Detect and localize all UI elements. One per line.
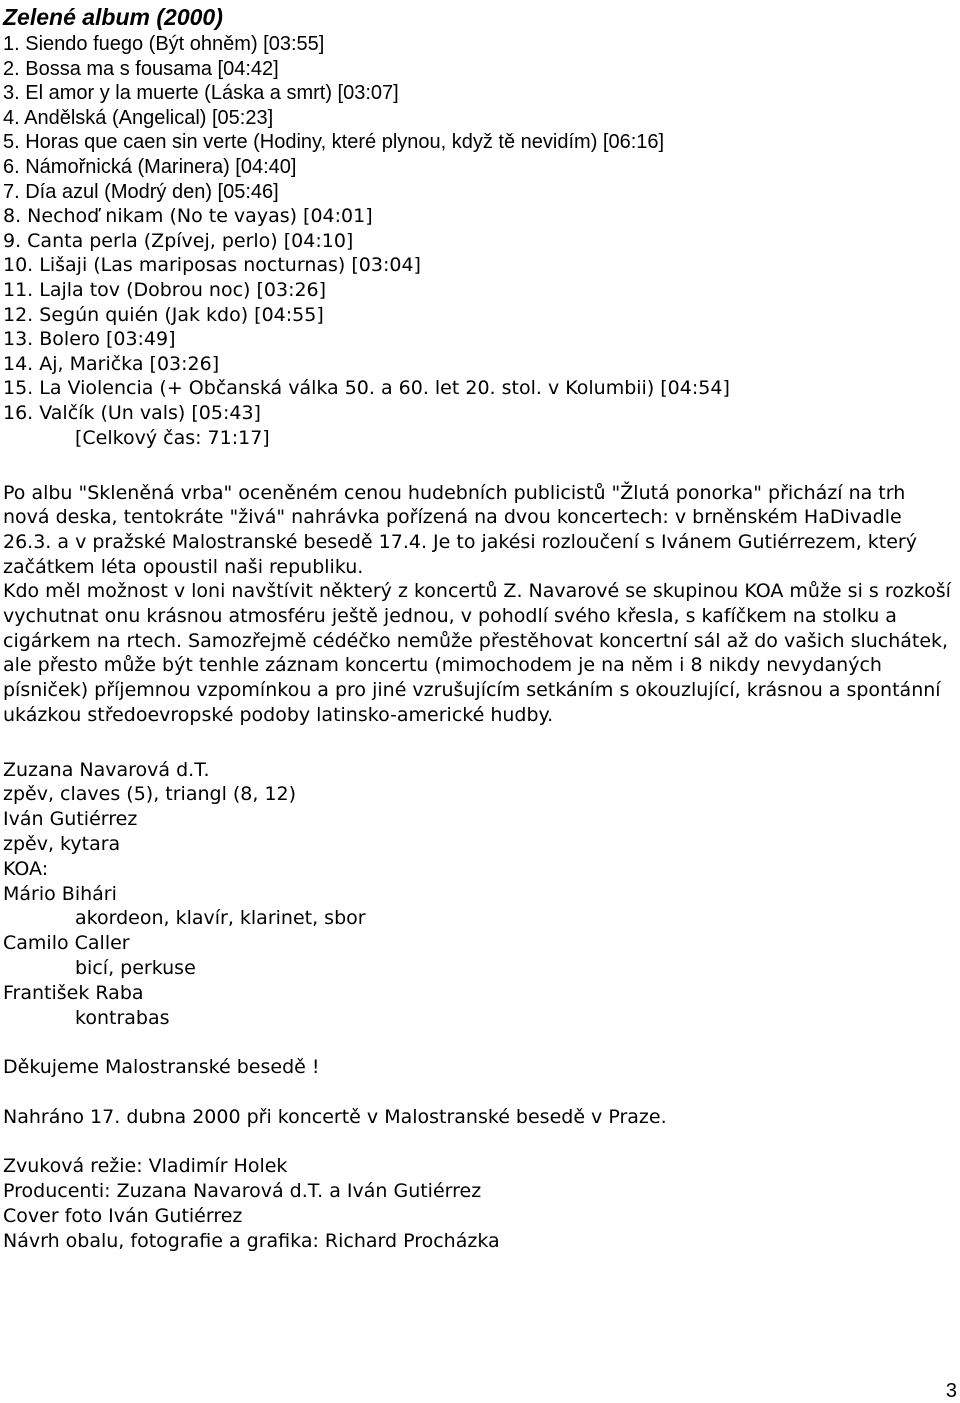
track-item: 1. Siendo fuego (Být ohněm) [03:55]: [3, 33, 325, 55]
credit-line: Mário Bihári: [3, 882, 117, 905]
album-title: Zelené album (2000): [3, 4, 223, 30]
production-line: Producenti: Zuzana Navarová d.T. a Iván Gutiérrez: [3, 1180, 482, 1203]
thanks-text: Děkujeme Malostranské besedě !: [3, 1056, 320, 1079]
track-item: 7. Día azul (Modrý den) [05:46]: [3, 180, 279, 203]
credit-line: KOA:: [3, 857, 49, 880]
album-description: [3, 481, 953, 728]
track-item: 12. Según quién (Jak kdo) [04:55]: [3, 303, 324, 326]
track-item: 16. Valčík (Un vals) [05:43]: [3, 401, 261, 424]
track-item: 8. Nechoď nikam (No te vayas) [04:01]: [3, 205, 373, 228]
credit-line: Camilo Caller: [3, 932, 130, 955]
production-line: Cover foto Iván Gutiérrez: [3, 1204, 243, 1227]
track-item: 2. Bossa ma s fousama [04:42]: [3, 57, 279, 80]
credit-line: akordeon, klavír, klarinet, sbor: [75, 907, 366, 930]
page-number: 3: [945, 1380, 957, 1402]
credit-line: kontrabas: [75, 1006, 170, 1029]
description-paragraph: Kdo měl možnost v loni navštívit některý z koncertů Z. Navarové se skupinou KOA může si s rozkoší vychutnat onu krásnou atmosféru ještě jednou, v pohodlí svého křesla, s kafíčkem na stolku a cigárkem na rtech. Samozřejmě cédéčko nemůže přestěhovat koncertní sál až do vašich sluchátek, ale přesto může být tenhle záznam koncertu (mimochodem je na něm i 8 nikdy nevydaných písniček) příjemnou vzpomínkou a pro jiné vzrušujícím setkáním s okouzlující, krásnou a spontánní ukázkou středoevropské podoby latinsko-americké hudby.: [3, 580, 951, 726]
recorded-text: Nahráno 17. dubna 2000 při koncertě v Malostranské besedě v Praze.: [3, 1105, 667, 1128]
document-page: [3, 0, 953, 1253]
credit-line: František Raba: [3, 981, 144, 1004]
credit-line: zpěv, claves (5), triangl (8, 12): [3, 783, 297, 806]
total-time: [Celkový čas: 71:17]: [75, 426, 270, 449]
track-item: 5. Horas que caen sin verte (Hodiny, které plynou, když tě nevidím) [06:16]: [3, 131, 665, 154]
credit-line: Zuzana Navarová d.T.: [3, 758, 210, 781]
track-item: 3. El amor y la muerte (Láska a smrt) [03:07]: [3, 82, 399, 105]
track-list: [3, 32, 953, 426]
track-item: 4. Andělská (Angelical) [05:23]: [3, 106, 274, 129]
production-line: Návrh obalu, fotografie a grafika: Richard Procházka: [3, 1229, 500, 1252]
production-line: Zvuková režie: Vladimír Holek: [3, 1155, 288, 1178]
description-paragraph: Po albu "Skleněná vrba" oceněném cenou hudebních publicistů "Žlutá ponorka" přichází na trh nová deska, tentokráte "živá" nahrávka pořízená na dvou koncertech: v brněnském HaDivadle 26.3. a v pražské Malostranské besedě 17.4. Je to jakési rozloučení s Ivánem Gutiérrezem, který začátkem léta opoustil naši republiku.: [3, 481, 917, 578]
track-item: 10. Lišaji (Las mariposas nocturnas) [03:04]: [3, 254, 421, 277]
track-item: 13. Bolero [03:49]: [3, 328, 176, 351]
recorded-line: [3, 1105, 953, 1130]
track-item: 11. Lajla tov (Dobrou noc) [03:26]: [3, 278, 327, 301]
credit-line: bicí, perkuse: [75, 956, 196, 979]
credits-list: [3, 758, 953, 1031]
production-credits: [3, 1154, 953, 1253]
thanks-line: [3, 1055, 953, 1080]
track-item: 15. La Violencia (+ Občanská válka 50. a 60. let 20. stol. v Kolumbii) [04:54]: [3, 377, 730, 400]
track-item: 9. Canta perla (Zpívej, perlo) [04:10]: [3, 229, 354, 252]
track-item: 14. Aj, Marička [03:26]: [3, 352, 220, 375]
track-item: 6. Námořnická (Marinera) [04:40]: [3, 155, 297, 178]
credit-line: zpěv, kytara: [3, 832, 121, 855]
credit-line: Iván Gutiérrez: [3, 808, 138, 831]
